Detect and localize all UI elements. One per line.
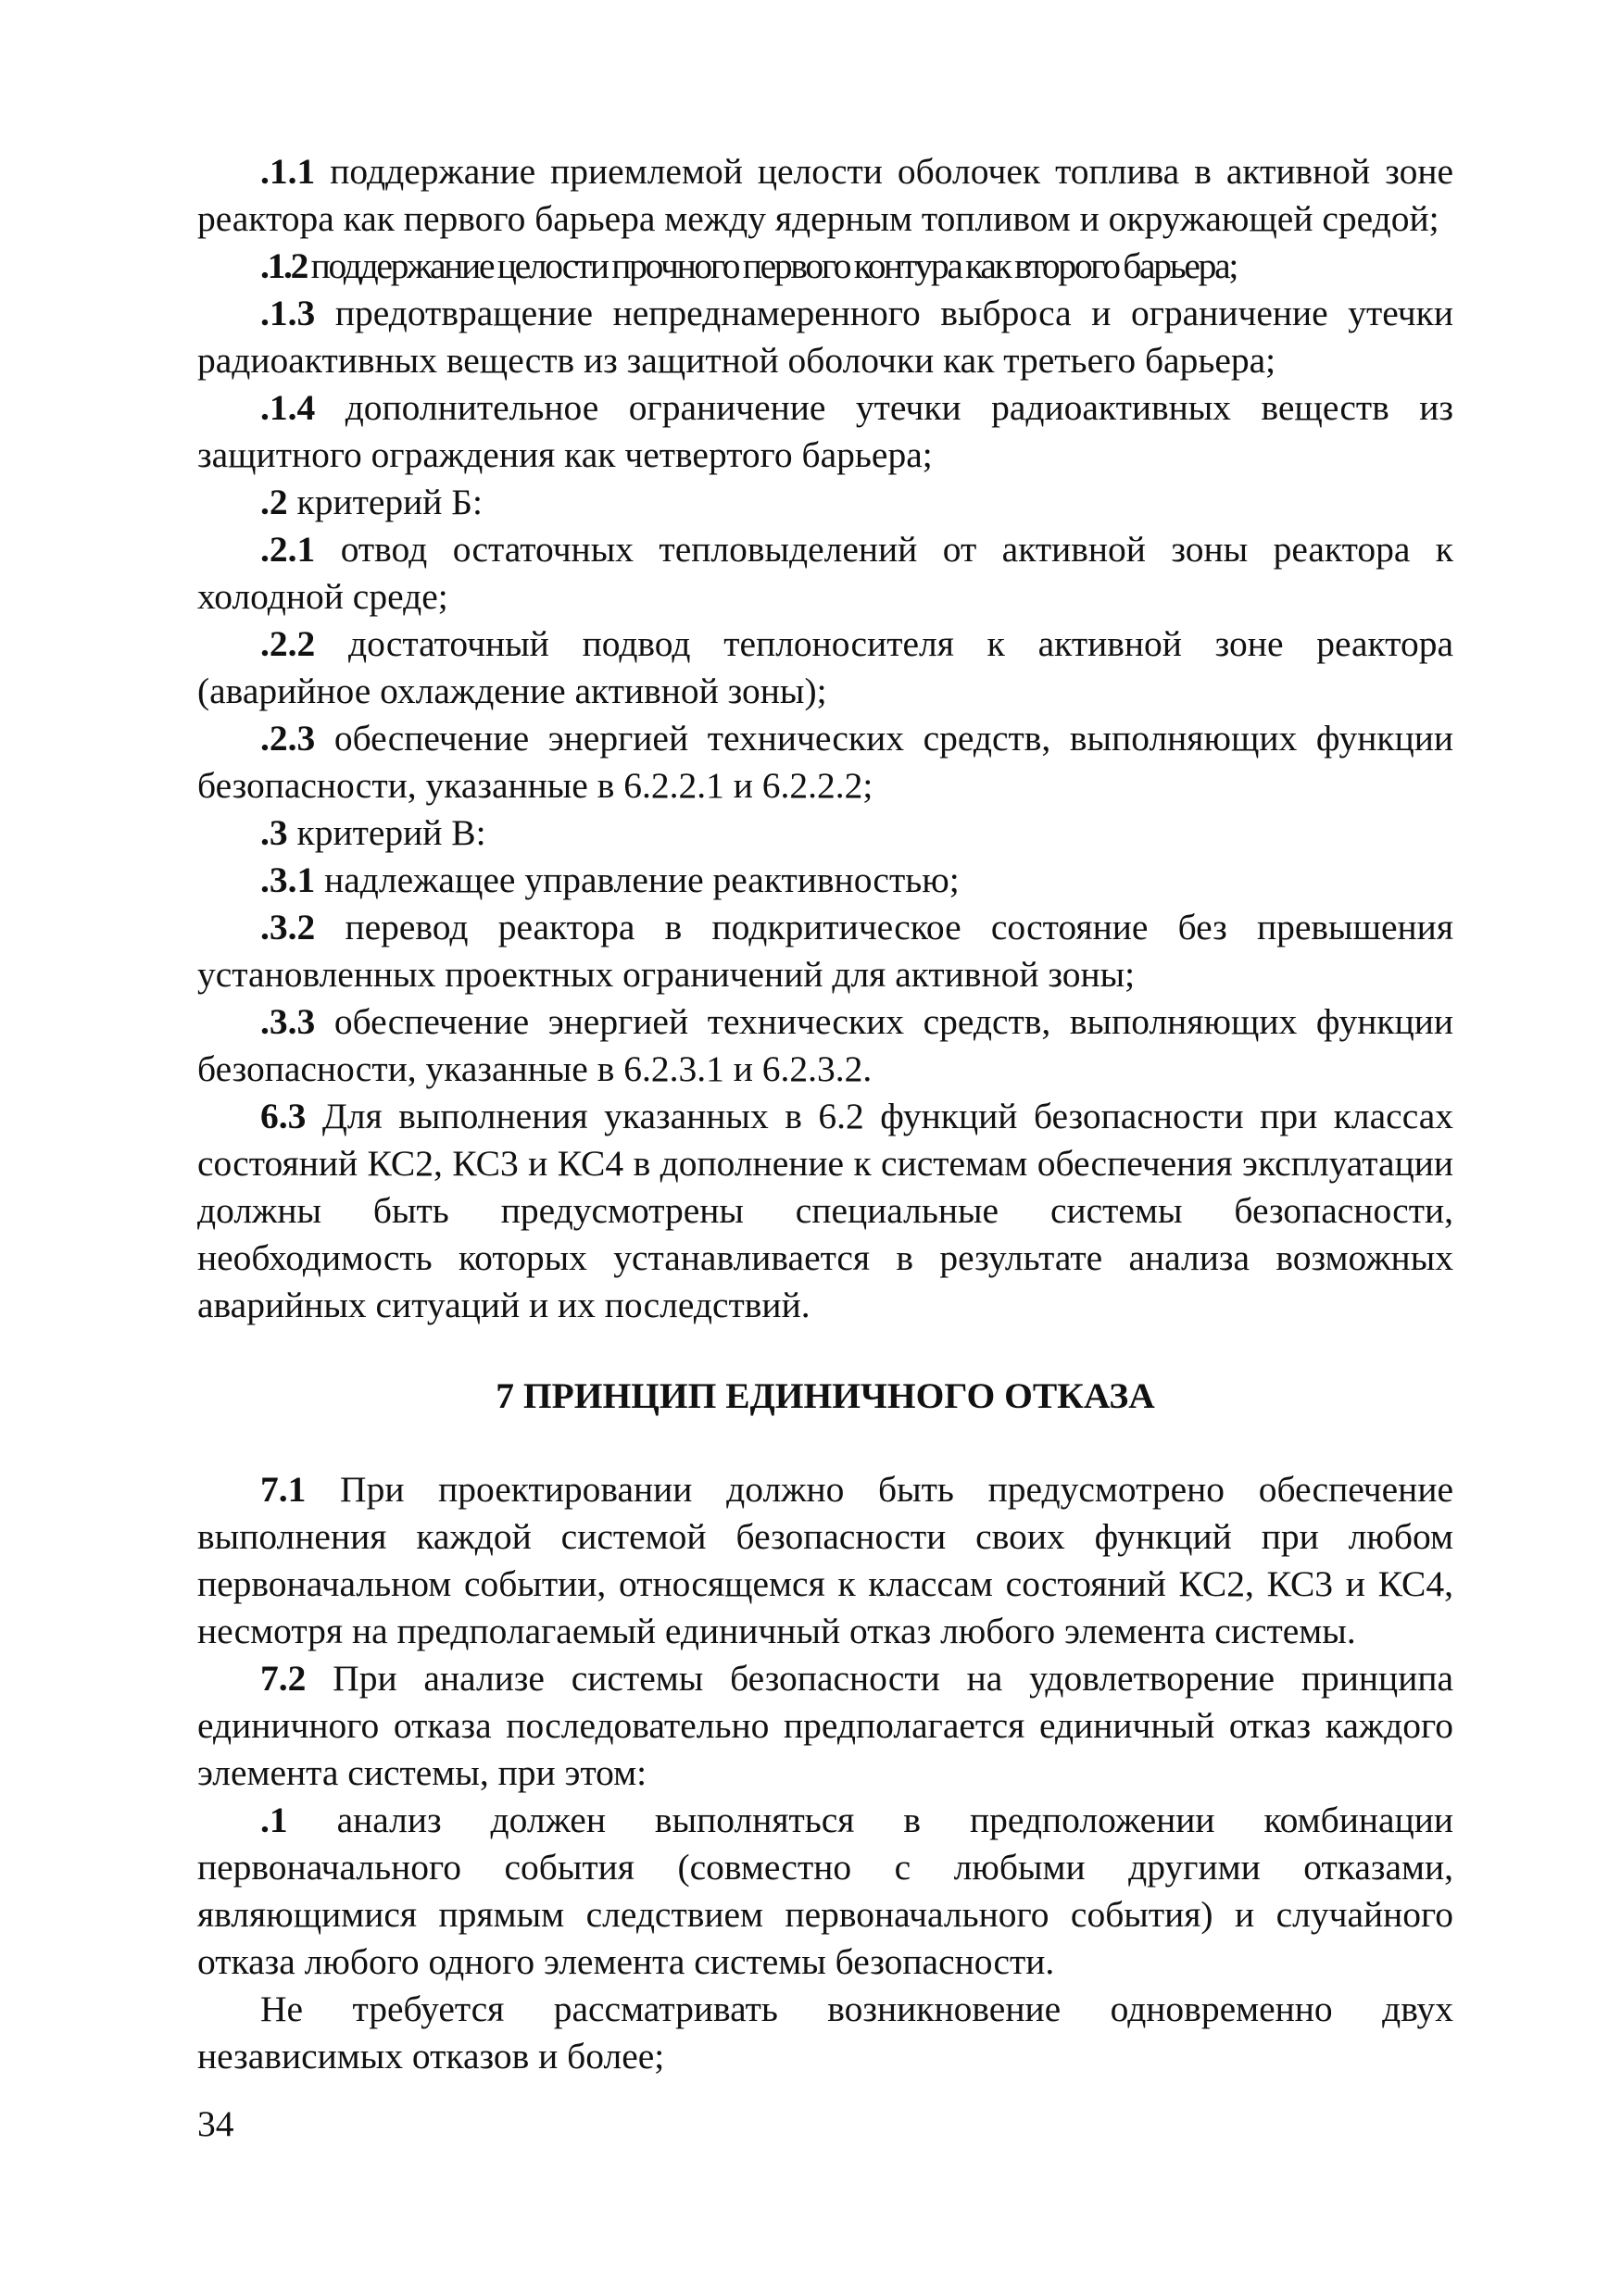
paragraph-3: .3 критерий В: [260,812,486,853]
paragraph-1-4: .1.4 дополнительное ограничение утечки радиоактивных веществ из защитного ограждения как четвертого барьера; [197,387,1453,475]
paragraph-1-1: .1.1 поддержание приемлемой целости оболочек топлива в активной зоне реактора как первого барьера между ядерным топливом и окружающей средой; [197,151,1453,239]
paragraph-3-3: .3.3 обеспечение энергией технических средств, выполняющих функции безопасности, указанные в 6.2.3.1 и 6.2.3.2. [197,1001,1453,1089]
paragraph-7-1: 7.1 При проектировании должно быть предусмотрено обеспечение выполнения каждой системой безопасности своих функций при любом первоначальном событии, относящемся к классам состояний КС2, КС3 и КС4, несмотря на предполагаемый единичный отказ любого элемента системы. [197,1469,1453,1651]
paragraph-2-1: .2.1 отвод остаточных тепловыделений от активной зоны реактора к холодной среде; [197,529,1453,617]
paragraph-7-2-1: .1 анализ должен выполняться в предположении комбинации первоначального события (совместно с любыми другими отказами, являющимися прямым следствием первоначального события) и случайного отказа любого одного элемента системы безопасности. [197,1800,1453,1982]
paragraph-1-3: .1.3 предотвращение непреднамеренного выброса и ограничение утечки радиоактивных веществ из защитной оболочки как третьего барьера; [197,293,1453,381]
paragraph-7-2: 7.2 При анализе системы безопасности на удовлетворение принципа единичного отказа последовательно предполагается единичный отказ каждого элемента системы, при этом: [197,1658,1453,1793]
paragraph-1-2: .1.2 поддержание целости прочного первого контура как второго барьера; [260,245,1237,286]
section-heading: 7 ПРИНЦИП ЕДИНИЧНОГО ОТКАЗА [496,1375,1155,1416]
paragraph-3-2: .3.2 перевод реактора в подкритическое состояние без превышения установленных проектных ограничений для активной зоны; [197,907,1453,995]
paragraph-3-1: .3.1 надлежащее управление реактивностью; [260,859,960,900]
paragraph-note: Не требуется рассматривать возникновение одновременно двух независимых отказов и более; [197,1989,1453,2076]
paragraph-6-3: 6.3 Для выполнения указанных в 6.2 функций безопасности при классах состояний КС2, КС3 и КС4 в дополнение к системам обеспечения эксплуатации должны быть предусмотрены специальные системы безопасности, необходимость которых устанавливается в результате анализа возможных аварийных ситуаций и их последствий. [197,1096,1453,1325]
page-body [197,148,1453,2080]
paragraph-2-2: .2.2 достаточный подвод теплоносителя к активной зоне реактора (аварийное охлаждение активной зоны); [197,623,1453,711]
paragraph-2-3: .2.3 обеспечение энергией технических средств, выполняющих функции безопасности, указанные в 6.2.2.1 и 6.2.2.2; [197,718,1453,806]
paragraph-2: .2 критерий Б: [260,482,483,522]
page-number: 34 [197,2103,234,2144]
